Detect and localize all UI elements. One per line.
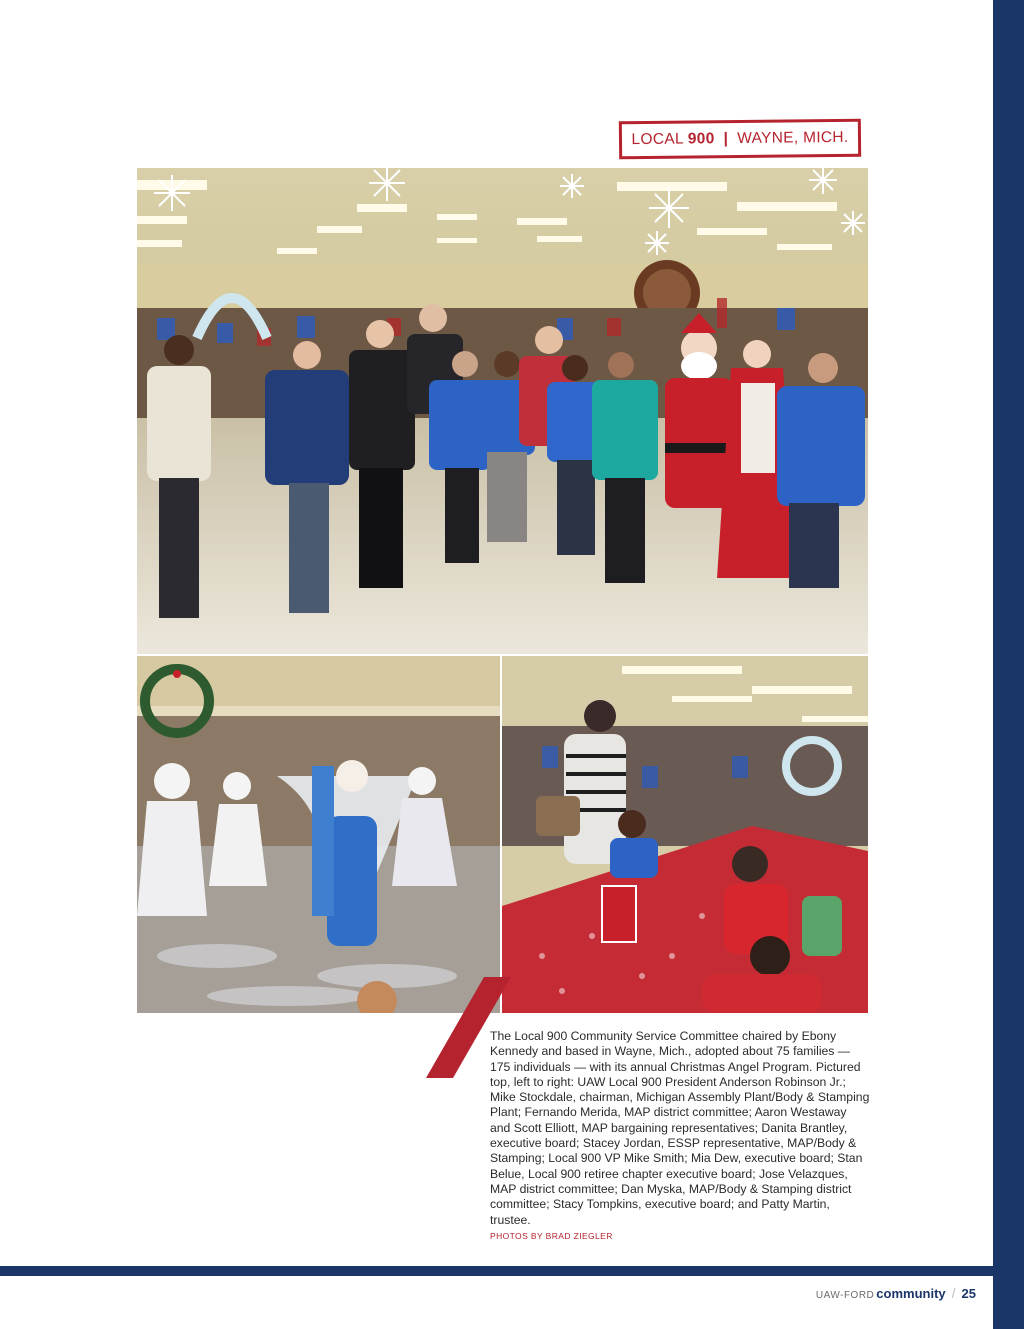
footer-separator: /: [951, 1285, 956, 1301]
group-photo-illustration: [137, 168, 868, 654]
photo-caption: The Local 900 Community Service Committee chaired by Ebony Kennedy and based in Wayne, Mich., adopted about 75 families — 175 individuals — with its annual Christmas Angel Program. Pictured top, left to right: UAW Local 900 President Anderson Robinson Jr.; Mike Stockdale, chairman, Michigan Assembly Plant/Body & Stamping Plant; Fernando Merida, MAP district committee; Aaron Westaway and Scott Elliott, MAP bargaining representatives; Danita Brantley, executive board; Stacey Jordan, ESSP representative, MAP/Body & Stamping; Local 900 VP Mike Smith; Mia Dew, executive board; Stan Belue, Local 900 retiree chapter executive board; Jose Velazques, MAP district committee; Dan Myska, MAP/Body & Stamping district committee; Stacy Tompkins, executive board; and Patty Martin, trustee.: [490, 1029, 870, 1227]
local-location-stamp: [619, 119, 861, 160]
footer-brand-name: community: [876, 1286, 946, 1301]
side-border-bar: [993, 0, 1024, 1329]
stamp-separator: |: [723, 130, 729, 148]
performance-photo: [137, 656, 500, 1013]
page-footer: [816, 1285, 976, 1301]
page-number: 25: [961, 1286, 976, 1301]
group-photo: [137, 168, 868, 654]
footer-brand-prefix: UAW-FORD: [815, 1290, 875, 1301]
stamp-local-number: 900: [687, 130, 715, 148]
stamp-location: WAYNE, MICH.: [737, 128, 849, 148]
crafts-photo: [502, 656, 868, 1013]
photo-credit: PHOTOS BY BRAD ZIEGLER: [490, 1231, 613, 1241]
bottom-border-bar: [0, 1266, 1024, 1276]
crafts-photo-illustration: [502, 656, 868, 1013]
performance-photo-illustration: [137, 656, 500, 1013]
stamp-local-label: LOCAL: [631, 130, 684, 149]
